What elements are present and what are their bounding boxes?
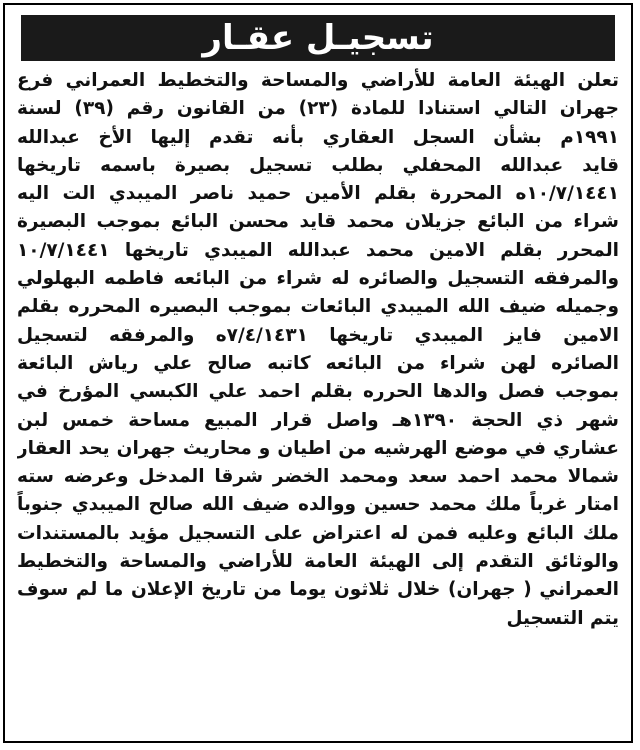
notice-line: بموجب فصل والدها الحرره بقلم احمد علي الكبسي المؤرخ في	[17, 381, 619, 403]
notice-line: الامين فايز الميبدي تاريخها ٧/٤/١٤٣١ه والمرفقه لتسجيل	[17, 324, 619, 346]
notice-line: عشاري في موضع الهرشيه من اطيان و محاريث جهران يحد العقار	[17, 437, 619, 459]
notice-line: العمراني ( جهران) خلال ثلاثون يوما من تاريخ الإعلان ما لم سوف	[17, 579, 619, 601]
notice-line: شهر ذي الحجة ١٣٩٠هـ واصل قرار المبيع مساحة خمس لبن	[17, 409, 619, 431]
notice-line: وجميله ضيف الله الميبدي البائعات بموجب البصيره المحرره بقلم	[17, 296, 619, 318]
notice-title-bar	[21, 15, 615, 61]
notice-line: تعلن الهيئة العامة للأراضي والمساحة والتخطيط العمراني فرع	[17, 70, 619, 91]
notice-line: ١٠/٧/١٤٤١ه المحررة بقلم الأمين حميد ناصر الميبدي الت اليه	[17, 183, 619, 205]
notice-title: تسجيـل عقـار	[202, 18, 434, 58]
notice-line: شراء من البائع جزيلان محمد قايد محسن البائع بموجب البصيرة	[17, 211, 619, 233]
notice-line: يتم التسجيل	[506, 607, 619, 629]
notice-line: جهران التالي استنادا للمادة (٢٣) من القانون رقم (٣٩) لسنة	[17, 98, 619, 120]
notice-line: قايد عبدالله المحفلي بطلب تسجيل بصيرة باسمه تاريخها	[17, 154, 619, 176]
notice-line: والوثائق التقدم إلى الهيئة العامة للأراضي والمساحة والتخطيط	[17, 551, 619, 573]
registration-notice	[3, 3, 633, 743]
notice-line: الصائره لهن شراء من البائعه كاتبه صالح علي رياش البائعة	[17, 352, 619, 374]
notice-line: شمالا محمد احمد سعد ومحمد الخضر شرقا المدخل وعرضه سته	[17, 466, 619, 488]
notice-line: والمرفقه التسجيل والصائره له شراء من البائعه فاطمه البهلولي	[17, 268, 619, 290]
notice-line: امتار غرباً ملك محمد حسين ووالده ضيف الله صالح الميبدي جنوباً	[17, 494, 619, 516]
notice-body	[17, 67, 619, 735]
notice-line: ١٩٩١م بشأن السجل العقاري بأنه تقدم إليها الأخ عبدالله	[17, 126, 619, 148]
notice-line: المحرر بقلم الامين محمد عبدالله الميبدي تاريخها ١٠/٧/١٤٤١	[17, 239, 619, 261]
notice-line: ملك البائع وعليه فمن له اعتراض على التسجيل مؤيد بالمستندات	[17, 522, 619, 544]
